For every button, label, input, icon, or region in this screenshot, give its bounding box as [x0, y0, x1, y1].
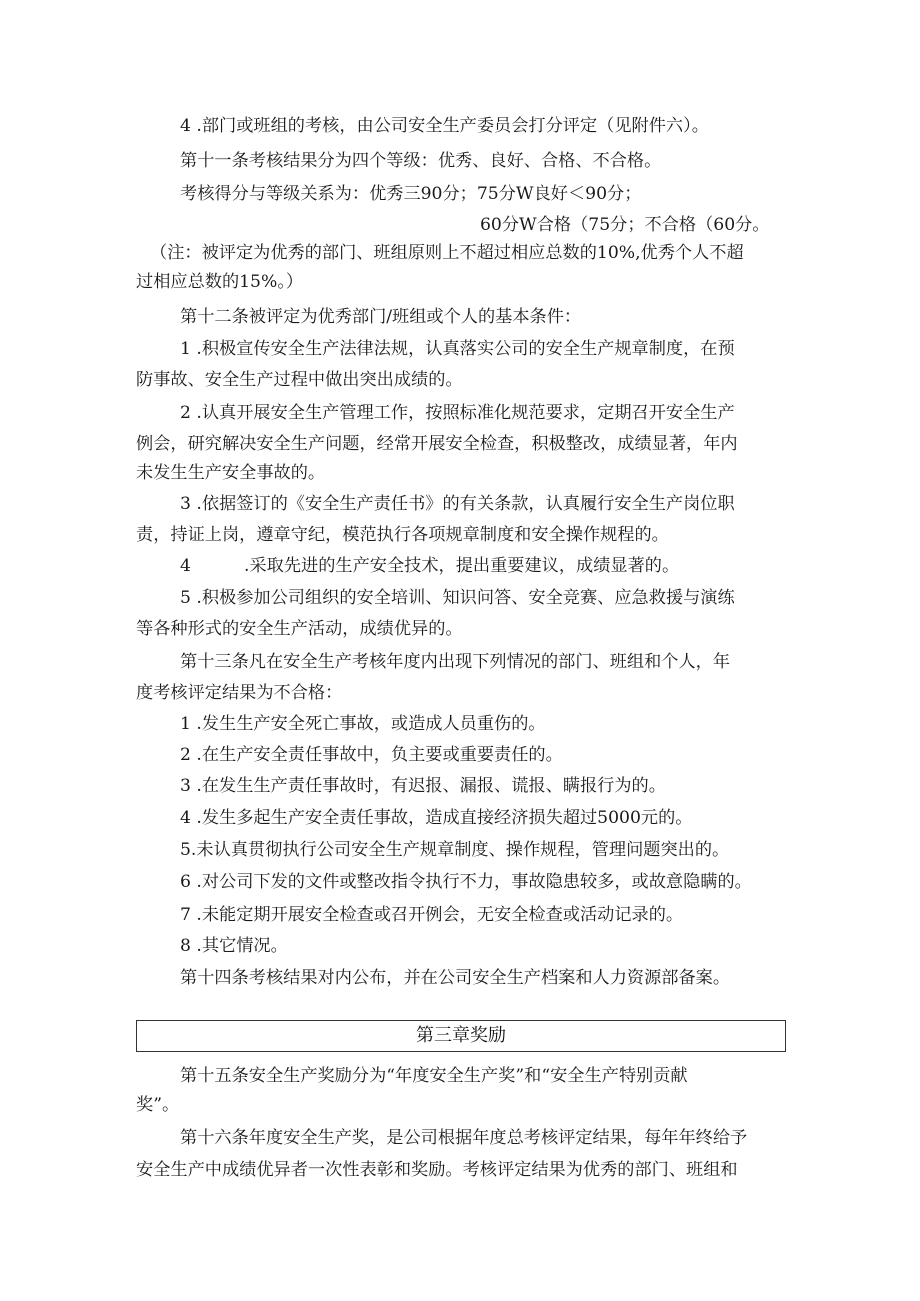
text-line: 7 .未能定期开展安全检查或召开例会，无安全检查或活动记录的。: [180, 905, 684, 925]
text-line: 5.未认真贯彻执行公司安全生产规章制度、操作规程，管理问题突出的。: [180, 840, 730, 860]
text-line: 5 .积极参加公司组织的安全培训、知识问答、安全竞赛、应急救援与演练: [180, 588, 735, 608]
text-line: 6 .对公司下发的文件或整改指令执行不力，事故隐患较多，或故意隐瞒的。: [180, 872, 752, 892]
text-line: 考核得分与等级关系为：优秀三90分；75分W良好＜90分；: [180, 184, 642, 204]
text-line: 第十一条考核结果分为四个等级：优秀、良好、合格、不合格。: [180, 151, 662, 171]
text-line: 第十六条年度安全生产奖，是公司根据年度总考核评定结果，每年年终给予: [180, 1128, 748, 1148]
text-line: 奖”。: [136, 1095, 180, 1115]
text-line: 安全生产中成绩优异者一次性表彰和奖励。考核评定结果为优秀的部门、班组和: [136, 1160, 738, 1180]
text-line: 1 .发生生产安全死亡事故，或造成人员重伤的。: [180, 714, 546, 734]
text-line: 第十三条凡在安全生产考核年度内出现下列情况的部门、班组和个人，年: [180, 652, 731, 672]
text-line: 3 .在发生生产责任事故时，有迟报、漏报、谎报、瞒报行为的。: [180, 776, 666, 796]
text-line: 责，持证上岗，遵章守纪，模范执行各项规章制度和安全操作规程的。: [136, 525, 669, 545]
text-line: 度考核评定结果为不合格：: [136, 683, 343, 703]
text-line: 等各种形式的安全生产活动，成绩优异的。: [136, 619, 463, 639]
text-line: 4 .部门或班组的考核，由公司安全生产委员会打分评定（见附件六）。: [180, 116, 709, 136]
text-line: 1 .积极宣传安全生产法律法规，认真落实公司的安全生产规章制度，在预: [180, 339, 735, 359]
text-line: 8 .其它情况。: [180, 936, 288, 956]
text-line: 2 .在生产安全责任事故中，负主要或重要责任的。: [180, 745, 563, 765]
text-line: 4 .发生多起生产安全责任事故，造成直接经济损失超过5000元的。: [180, 808, 693, 828]
text-line: 第十四条考核结果对内公布，并在公司安全生产档案和人力资源部备案。: [180, 968, 731, 988]
text-line: 未发生生产安全事故的。: [136, 463, 326, 483]
text-line: 2 .认真开展安全生产管理工作，按照标准化规范要求，定期召开安全生产: [180, 403, 735, 423]
text-line: 防事故、安全生产过程中做出突出成绩的。: [136, 370, 463, 390]
item-text: .采取先进的生产安全技术，提出重要建议，成绩显著的。: [244, 556, 680, 576]
text-line: 第十五条安全生产奖励分为“年度安全生产奖”和“安全生产特别贡献: [180, 1066, 688, 1086]
chapter-heading: 第三章奖励: [136, 1020, 786, 1052]
text-line: 过相应总数的15%。）: [136, 272, 304, 292]
text-line: [180, 554, 679, 578]
text-line: 第十二条被评定为优秀部门/班组或个人的基本条件：: [180, 307, 582, 327]
item-number: 4: [180, 556, 191, 576]
text-line: 例会，研究解决安全生产问题，经常开展安全检查，积极整改，成绩显著，年内: [136, 434, 738, 454]
text-line: 60分W合格（75分；不合格（60分。: [480, 215, 770, 235]
text-line: （注：被评定为优秀的部门、班组原则上不超过相应总数的10%,优秀个人不超: [150, 243, 744, 263]
text-line: 3 .依据签订的《安全生产责任书》的有关条款，认真履行安全生产岗位职: [180, 494, 735, 514]
